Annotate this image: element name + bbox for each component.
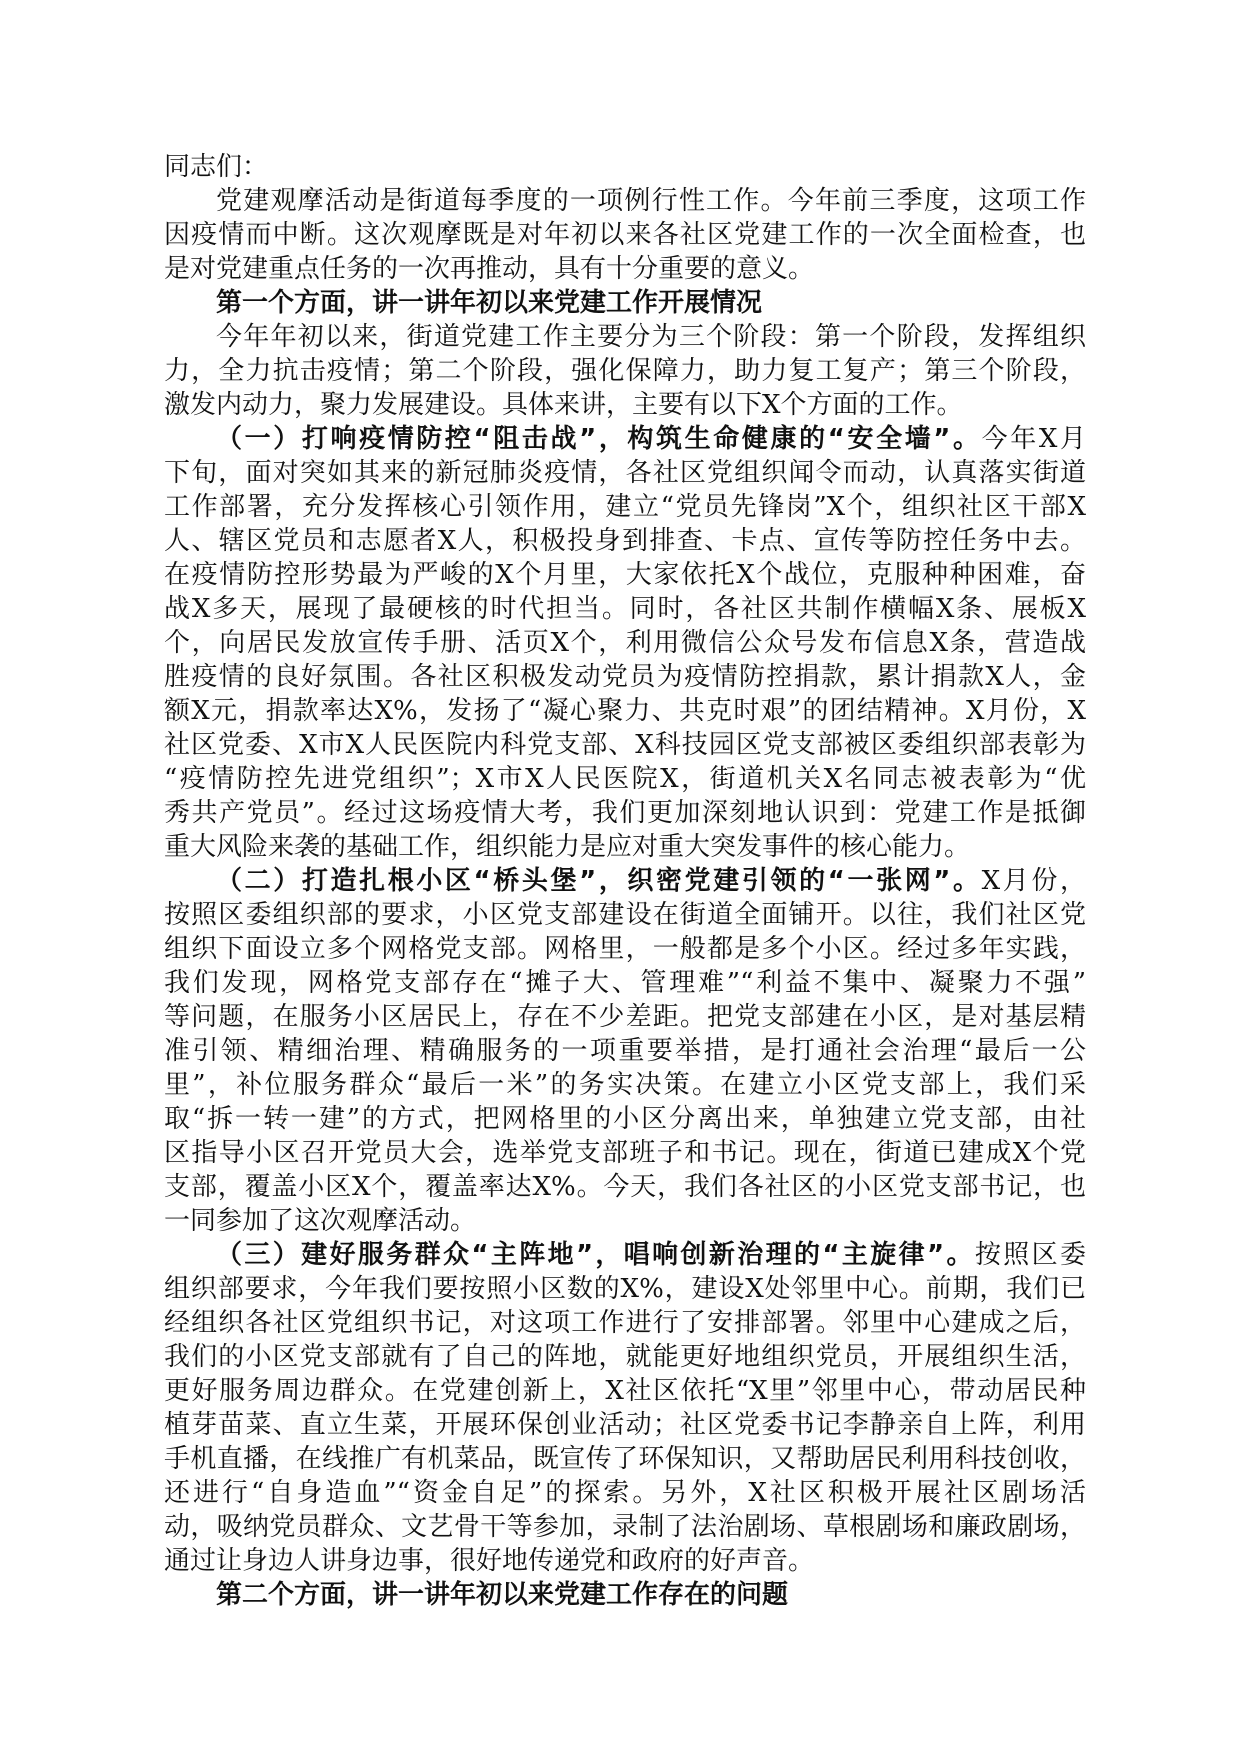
text-line (164, 1510, 1086, 1544)
bold-text: （三）建好服务群众“主阵地”，唱响创新治理的“主旋律”。 (216, 1240, 975, 1270)
text-line (164, 456, 1086, 490)
body-text: 在疫情防控形势最为严峻的X个月里，大家依托X个战位，克服种种困难，奋 (164, 560, 1086, 590)
body-text: 还进行“自身造血”“资金自足”的探索。另外，X社区积极开展社区剧场活 (164, 1478, 1086, 1508)
document-body (164, 150, 1086, 1612)
bold-text: 第一个方面，讲一讲年初以来党建工作开展情况 (216, 288, 763, 318)
text-line (164, 184, 1086, 218)
body-text: 战X多天，展现了最硬核的时代担当。同时，各社区共制作横幅X条、展板X (164, 594, 1086, 624)
text-line (164, 1442, 1086, 1476)
body-text: 一同参加了这次观摩活动。 (164, 1206, 477, 1236)
body-text: 我们的小区党支部就有了自己的阵地，就能更好地组织党员，开展组织生活， (164, 1342, 1086, 1372)
body-text: “疫情防控先进党组织”；X市X人民医院X，街道机关X名同志被表彰为“优 (164, 764, 1086, 794)
body-text: 胜疫情的良好氛围。各社区积极发动党员为疫情防控捐款，累计捐款X人，金 (164, 662, 1086, 692)
text-line (164, 1374, 1086, 1408)
text-line (164, 1136, 1086, 1170)
body-text: 同志们： (164, 152, 269, 182)
text-line (164, 626, 1086, 660)
body-text: 组织下面设立多个网格党支部。网格里，一般都是多个小区。经过多年实践， (164, 934, 1086, 964)
text-line (164, 422, 1086, 456)
body-text: 组织部要求，今年我们要按照小区数的X%，建设X处邻里中心。前期，我们已 (164, 1274, 1086, 1304)
text-line (164, 1000, 1086, 1034)
text-line (164, 1170, 1086, 1204)
paragraph (164, 422, 1086, 864)
body-text: 下旬，面对突如其来的新冠肺炎疫情，各社区党组织闻令而动，认真落实街道 (164, 458, 1086, 488)
body-text: 因疫情而中断。这次观摩既是对年初以来各社区党建工作的一次全面检查，也 (164, 220, 1086, 250)
text-line (164, 1068, 1086, 1102)
body-text: 通过让身边人讲身边事，很好地传递党和政府的好声音。 (164, 1546, 815, 1576)
text-line (164, 898, 1086, 932)
body-text: 重大风险来袭的基础工作，组织能力是应对重大突发事件的核心能力。 (164, 832, 971, 862)
body-text: 按照区委组织部的要求，小区党支部建设在街道全面铺开。以往，我们社区党 (164, 900, 1086, 930)
text-line (164, 1102, 1086, 1136)
body-text: 激发内动力，聚力发展建设。具体来讲，主要有以下X个方面的工作。 (164, 390, 963, 420)
text-line (164, 1238, 1086, 1272)
salutation (164, 150, 1086, 184)
text-line (164, 966, 1086, 1000)
body-text: 手机直播，在线推广有机菜品，既宣传了环保知识，又帮助居民利用科技创收， (164, 1444, 1086, 1474)
bold-text: 第二个方面，讲一讲年初以来党建工作存在的问题 (216, 1580, 789, 1610)
paragraph (164, 184, 1086, 286)
paragraph (164, 1238, 1086, 1578)
body-text: 今年X月 (981, 424, 1087, 454)
body-text: 按照区委 (974, 1240, 1086, 1270)
text-line (164, 932, 1086, 966)
body-text: 里”，补位服务群众“最后一米”的务实决策。在建立小区党支部上，我们采 (164, 1070, 1086, 1100)
body-text: 准引领、精细治理、精确服务的一项重要举措，是打通社会治理“最后一公 (164, 1036, 1086, 1066)
text-line (164, 1340, 1086, 1374)
body-text: 今年年初以来，街道党建工作主要分为三个阶段：第一个阶段，发挥组织 (216, 322, 1086, 352)
text-line (164, 354, 1086, 388)
bold-text: （二）打造扎根小区“桥头堡”，织密党建引领的“一张网”。 (216, 866, 982, 896)
body-text: 秀共产党员”。经过这场疫情大考，我们更加深刻地认识到：党建工作是抵御 (164, 798, 1086, 828)
body-text: 个，向居民发放宣传手册、活页X个，利用微信公众号发布信息X条，营造战 (164, 628, 1086, 658)
text-line (164, 286, 1086, 320)
text-line (164, 694, 1086, 728)
body-text: 工作部署，充分发挥核心引领作用，建立“党员先锋岗”X个，组织社区干部X (164, 492, 1086, 522)
body-text: 动，吸纳党员群众、文艺骨干等参加，录制了法治剧场、草根剧场和廉政剧场， (164, 1512, 1086, 1542)
text-line (164, 796, 1086, 830)
body-text: 经组织各社区党组织书记，对这项工作进行了安排部署。邻里中心建成之后， (164, 1308, 1086, 1338)
text-line (164, 320, 1086, 354)
paragraph (164, 864, 1086, 1238)
text-line (164, 1204, 1086, 1238)
text-line (164, 864, 1086, 898)
text-line (164, 218, 1086, 252)
body-text: X月份， (981, 866, 1087, 896)
body-text: 植芽苗菜、直立生菜，开展环保创业活动；社区党委书记李静亲自上阵，利用 (164, 1410, 1086, 1440)
body-text: 我们发现，网格党支部存在“摊子大、管理难”“利益不集中、凝聚力不强” (164, 968, 1086, 998)
text-line (164, 762, 1086, 796)
body-text: 取“拆一转一建”的方式，把网格里的小区分离出来，单独建立党支部，由社 (164, 1104, 1086, 1134)
body-text: 是对党建重点任务的一次再推动，具有十分重要的意义。 (164, 254, 815, 284)
body-text: 人、辖区党员和志愿者X人，积极投身到排查、卡点、宣传等防控任务中去。 (164, 526, 1086, 556)
body-text: 等问题，在服务小区居民上，存在不少差距。把党支部建在小区，是对基层精 (164, 1002, 1086, 1032)
text-line (164, 660, 1086, 694)
text-line (164, 558, 1086, 592)
body-text: 区指导小区召开党员大会，选举党支部班子和书记。现在，街道已建成X个党 (164, 1138, 1086, 1168)
text-line (164, 524, 1086, 558)
body-text: 额X元，捐款率达X%，发扬了“凝心聚力、共克时艰”的团结精神。X月份，X (164, 696, 1086, 726)
body-text: 社区党委、X市X人民医院内科党支部、X科技园区党支部被区委组织部表彰为 (164, 730, 1086, 760)
text-line (164, 150, 1086, 184)
text-line (164, 1306, 1086, 1340)
body-text: 党建观摩活动是街道每季度的一项例行性工作。今年前三季度，这项工作 (216, 186, 1086, 216)
text-line (164, 1476, 1086, 1510)
text-line (164, 1578, 1086, 1612)
section-heading (164, 286, 1086, 320)
text-line (164, 252, 1086, 286)
text-line (164, 1272, 1086, 1306)
body-text: 支部，覆盖小区X个，覆盖率达X%。今天，我们各社区的小区党支部书记，也 (164, 1172, 1086, 1202)
text-line (164, 728, 1086, 762)
text-line (164, 830, 1086, 864)
bold-text: （一）打响疫情防控“阻击战”，构筑生命健康的“安全墙”。 (216, 424, 982, 454)
text-line (164, 1544, 1086, 1578)
paragraph (164, 320, 1086, 422)
text-line (164, 1034, 1086, 1068)
body-text: 力，全力抗击疫情；第二个阶段，强化保障力，助力复工复产；第三个阶段， (164, 356, 1086, 386)
text-line (164, 1408, 1086, 1442)
text-line (164, 388, 1086, 422)
text-line (164, 592, 1086, 626)
body-text: 更好服务周边群众。在党建创新上，X社区依托“X里”邻里中心，带动居民种 (164, 1376, 1086, 1406)
text-line (164, 490, 1086, 524)
section-heading (164, 1578, 1086, 1612)
